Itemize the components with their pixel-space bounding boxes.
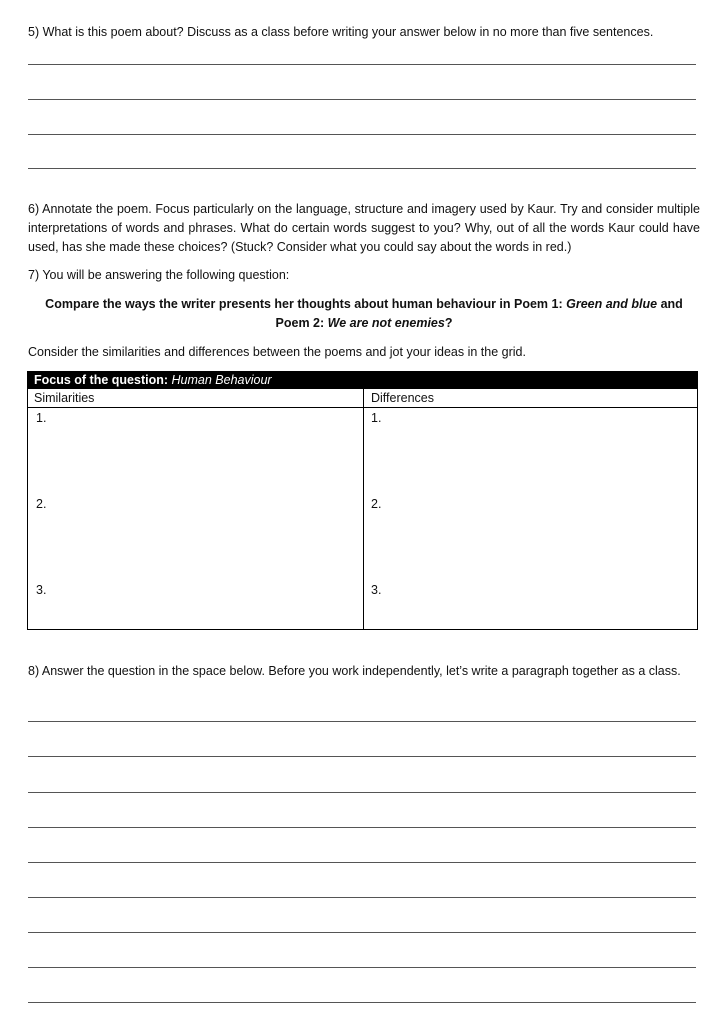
answer-line[interactable] [28,168,696,169]
answer-line[interactable] [28,64,696,65]
answer-line[interactable] [28,1002,696,1003]
difference-3-number: 3. [371,583,382,597]
question-5: 5) What is this poem about? Discuss as a class before writing your answer below in no more than five sentences. [28,25,654,39]
answer-line[interactable] [28,134,696,135]
focus-label: Focus of the question: [34,373,169,387]
grid-column-divider [363,389,364,629]
essay-question-part2: and Poem 2: [275,297,683,330]
answer-line[interactable] [28,721,696,722]
similarities-header: Similarities [34,391,95,405]
essay-question [28,295,700,333]
poem-1-title: Green and blue [566,297,658,311]
difference-1-number: 1. [371,411,382,425]
question-6: 6) Annotate the poem. Focus particularly on the language, structure and imagery used by Kaur. Try and consider multiple interpretations of words and phrases. What do certain words suggest to you? Why, out of all the words Kaur could have used, has she made these choices? (Stuck? Consider what you could say about the words in red.) [28,202,700,254]
answer-line[interactable] [28,827,696,828]
difference-2-number: 2. [371,497,382,511]
focus-value: Human Behaviour [171,373,272,387]
similarity-2-number: 2. [36,497,47,511]
question-8: 8) Answer the question in the space below. Before you work independently, let’s write a paragraph together as a class. [28,664,681,678]
comparison-grid [27,371,698,630]
similarity-3-number: 3. [36,583,47,597]
grid-focus-header [28,372,697,389]
poem-2-title: We are not enemies [327,316,445,330]
answer-line[interactable] [28,967,696,968]
answer-line[interactable] [28,756,696,757]
answer-line[interactable] [28,862,696,863]
differences-header: Differences [371,391,434,405]
answer-line[interactable] [28,792,696,793]
essay-question-part1: Compare the ways the writer presents her thoughts about human behaviour in Poem 1: [45,297,567,311]
essay-question-end: ? [444,316,453,330]
answer-line[interactable] [28,897,696,898]
similarity-1-number: 1. [36,411,47,425]
answer-line[interactable] [28,99,696,100]
grid-instruction: Consider the similarities and differences between the poems and jot your ideas in the grid. [28,345,526,359]
answer-line[interactable] [28,932,696,933]
question-7-intro: 7) You will be answering the following question: [28,268,290,282]
